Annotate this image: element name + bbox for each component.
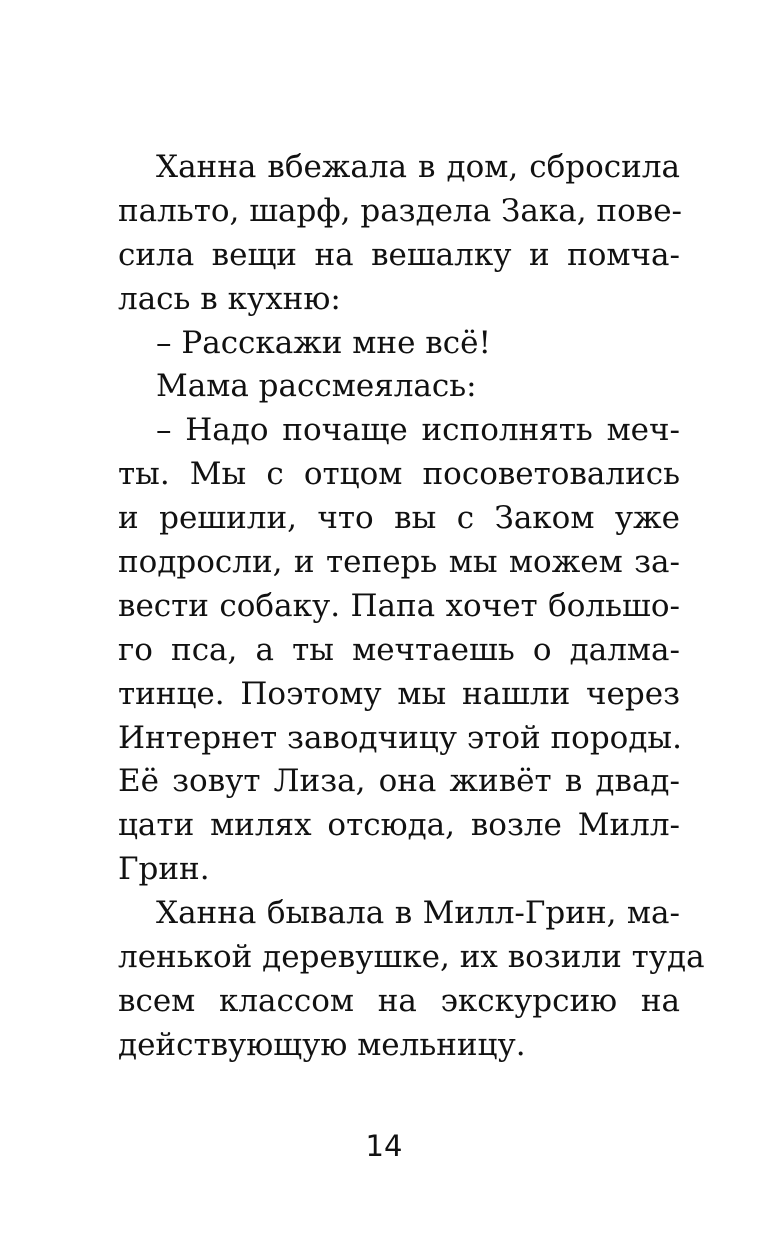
text-line: Её зовут Лиза, она живёт в двад- (118, 763, 680, 800)
text-line: Интернет заводчицу этой породы. (118, 719, 682, 756)
text-line: – Расскажи мне всё! (156, 324, 491, 361)
text-line: действующую мельницу. (118, 1026, 526, 1063)
text-line: пальто, шарф, раздела Зака, пове- (118, 192, 683, 229)
text-line: Ханна вбежала в дом, сбросила (156, 149, 680, 185)
text-line: подросли, и теперь мы можем за- (118, 544, 680, 581)
text-line: ты. Мы с отцом посоветовались (118, 456, 680, 493)
text-line: Мама рассмеялась: (156, 368, 477, 405)
text-line: го пса, а ты мечтаешь о далма- (118, 631, 680, 668)
text-line: – Надо почаще исполнять меч- (156, 412, 680, 449)
text-line: лась в кухню: (118, 280, 341, 317)
page-number: 14 (365, 1129, 403, 1163)
text-line: ленькой деревушке, их возили туда (118, 939, 705, 976)
text-line: Грин. (118, 851, 210, 888)
text-line: тинце. Поэтому мы нашли через (118, 675, 680, 712)
page-text (118, 146, 705, 1068)
text-line: сила вещи на вешалку и помча- (118, 236, 680, 273)
text-line: всем классом на экскурсию на (118, 982, 680, 1019)
text-line: и решили, что вы с Заком уже (118, 500, 680, 537)
text-line: вести собаку. Папа хочет большо- (118, 587, 680, 624)
text-line: Ханна бывала в Милл-Грин, ма- (156, 895, 680, 932)
text-line: цати милях отсюда, возле Милл- (118, 807, 680, 844)
